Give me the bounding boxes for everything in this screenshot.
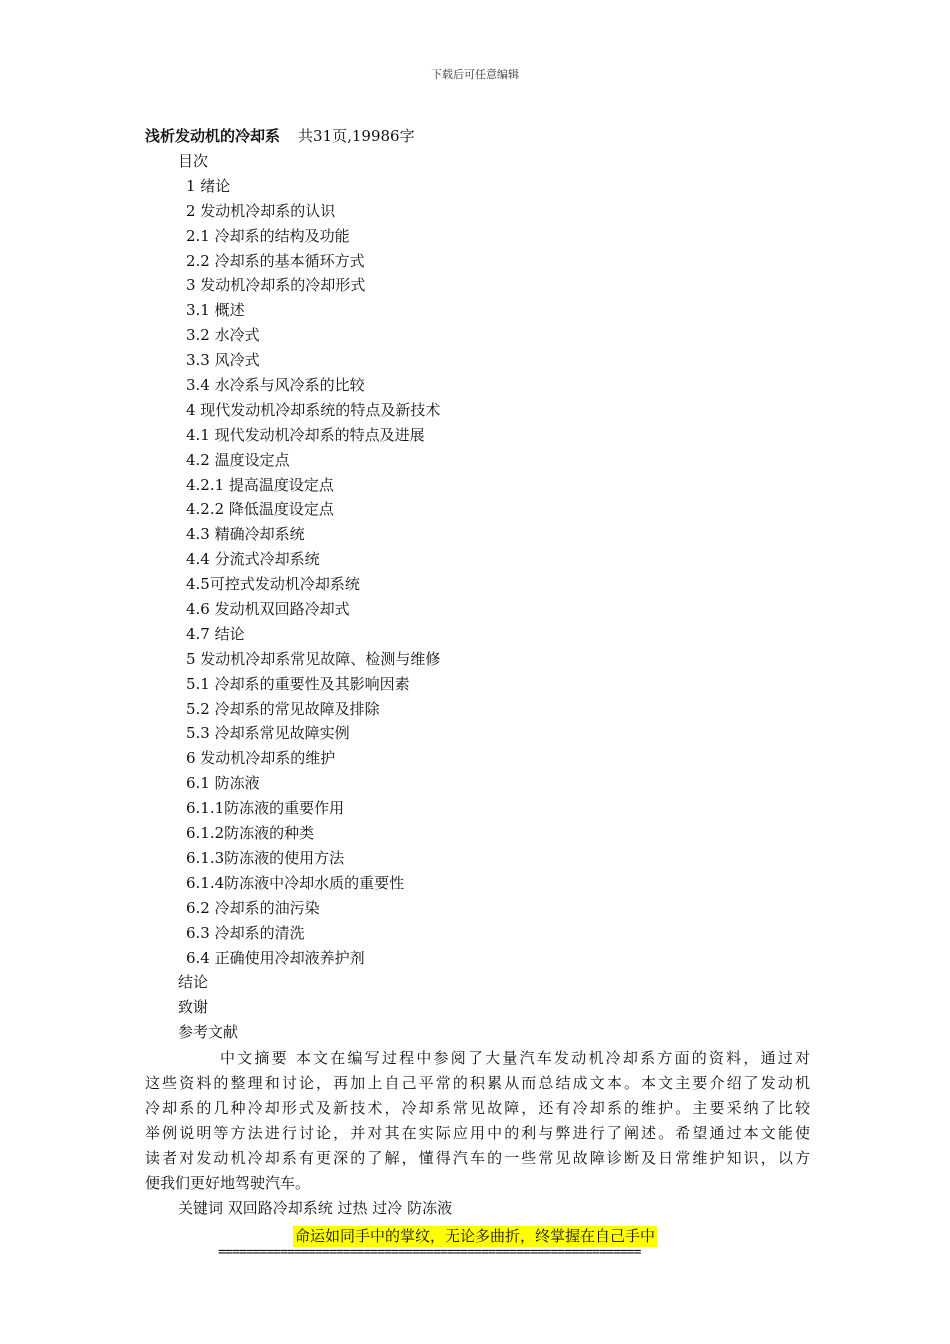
abstract-line: 这些资料的整理和讨论，再加上自己平常的积累从而总结成文本。本文主要介绍了发动机 [145, 1074, 810, 1092]
abstract-line: 便我们更好地驾驶汽车。 [145, 1174, 311, 1192]
toc-item: 4.1 现代发动机冷却系的特点及进展 [186, 425, 425, 444]
toc-item: 1 绪论 [186, 176, 231, 195]
toc-item: 5.1 冷却系的重要性及其影响因素 [186, 674, 410, 693]
abstract-line: 冷却系的几种冷却形式及新技术，冷却系常见故障，还有冷却系的维护。主要采纳了比较 [145, 1099, 810, 1117]
toc-item: 6.4 正确使用冷却液养护剂 [186, 948, 365, 967]
abstract-paragraph [145, 1046, 810, 1196]
toc-item: 4.6 发动机双回路冷却式 [186, 600, 350, 619]
toc-item: 6 发动机冷却系的维护 [186, 749, 336, 768]
toc-item: 2 发动机冷却系的认识 [186, 201, 336, 220]
toc-item: 3 发动机冷却系的冷却形式 [186, 276, 366, 295]
motto-row [0, 1226, 950, 1247]
toc-item: 2.2 冷却系的基本循环方式 [186, 251, 365, 270]
header-note: 下载后可任意编辑 [431, 68, 519, 81]
title-row [145, 125, 415, 147]
abstract-line: 中文摘要 本文在编写过程中参阅了大量汽车发动机冷却系方面的资料，通过对 [220, 1049, 810, 1067]
toc-item: 6.2 冷却系的油污染 [186, 898, 320, 917]
toc-item: 4 现代发动机冷却系统的特点及新技术 [186, 400, 441, 419]
abstract-line: 举例说明等方法进行讨论，并对其在实际应用中的利与弊进行了阐述。希望通过本文能使 [145, 1124, 810, 1142]
toc-item: 2.1 冷却系的结构及功能 [186, 226, 350, 245]
toc-item: 目次 [178, 152, 209, 170]
abstract-line: 读者对发动机冷却系有更深的了解，懂得汽车的一些常见故障诊断及日常维护知识，以方 [145, 1149, 810, 1167]
toc-item: 6.3 冷却系的清洗 [186, 923, 305, 942]
toc-item: 3.1 概述 [186, 301, 245, 320]
toc-item: 5.2 冷却系的常见故障及排除 [186, 699, 380, 718]
toc-item: 5 发动机冷却系常见故障、检测与维修 [186, 649, 441, 668]
document-title: 浅析发动机的冷却系 [145, 127, 281, 145]
highlighted-motto: 命运如同手中的掌纹，无论多曲折，终掌握在自己手中 [294, 1227, 655, 1245]
toc-item: 6.1.4防冻液中冷却水质的重要性 [186, 873, 405, 892]
toc-item: 4.5可控式发动机冷却系统 [186, 575, 360, 594]
toc-item: 致谢 [178, 998, 209, 1017]
separator-rule: ============================================================= [218, 1245, 641, 1260]
toc-item: 6.1.1防冻液的重要作用 [186, 799, 345, 818]
toc-item: 结论 [178, 973, 209, 992]
toc-item: 4.2.2 降低温度设定点 [186, 500, 334, 519]
toc-item: 6.1 防冻液 [186, 774, 260, 793]
toc-item: 5.3 冷却系常见故障实例 [186, 724, 350, 743]
toc-item: 4.2.1 提高温度设定点 [186, 475, 334, 494]
toc-item: 3.2 水冷式 [186, 326, 260, 345]
toc-item: 4.7 结论 [186, 624, 245, 643]
toc-item: 6.1.2防冻液的种类 [186, 824, 315, 843]
toc-item: 4.2 温度设定点 [186, 450, 290, 469]
table-of-contents [178, 149, 440, 1045]
toc-item: 3.4 水冷系与风冷系的比较 [186, 376, 365, 395]
document-meta: 共31页,19986字 [298, 127, 415, 145]
toc-item: 参考文献 [178, 1023, 239, 1042]
toc-item: 4.3 精确冷却系统 [186, 525, 305, 544]
keywords-line: 关键词 双回路冷却系统 过热 过冷 防冻液 [178, 1199, 453, 1217]
toc-item: 3.3 风冷式 [186, 351, 260, 370]
toc-item: 4.4 分流式冷却系统 [186, 550, 320, 569]
toc-item: 6.1.3防冻液的使用方法 [186, 848, 345, 867]
